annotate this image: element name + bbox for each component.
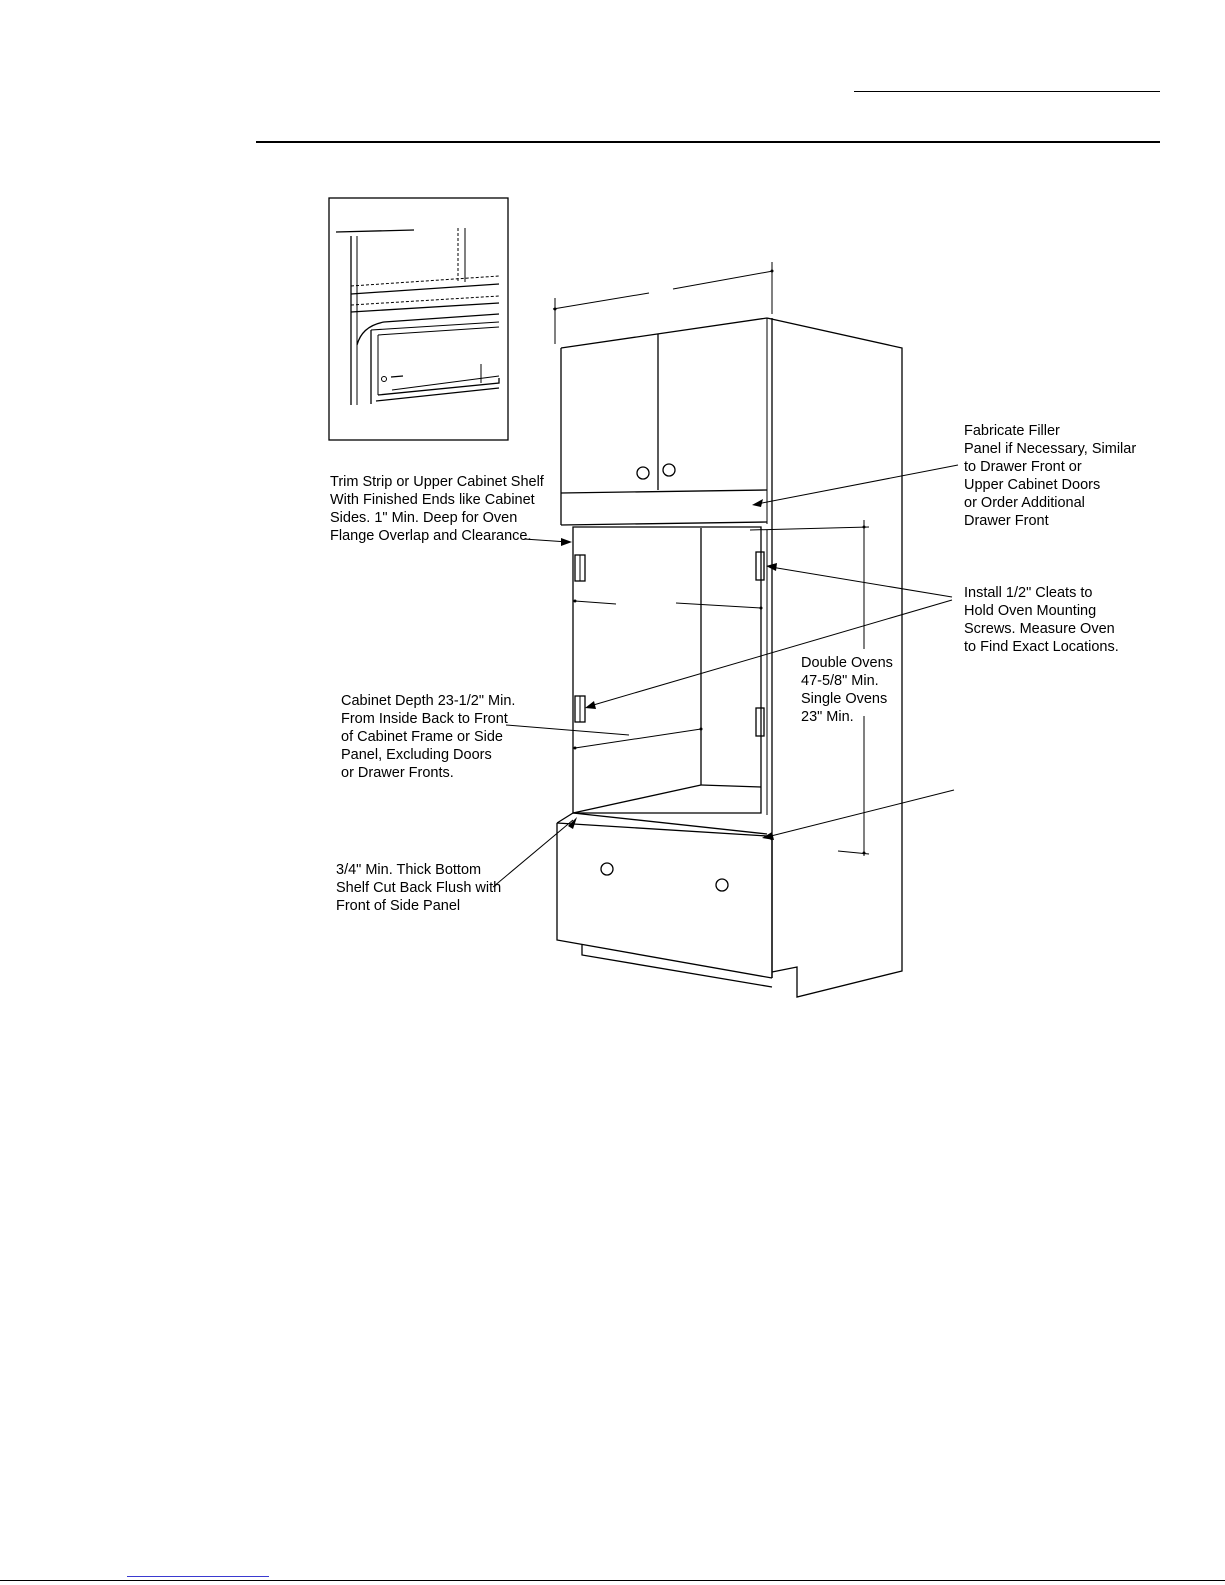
- callout-line: Single Ovens: [801, 691, 888, 707]
- callout-line: 23" Min.: [801, 709, 854, 725]
- callout-line: 3/4" Min. Thick Bottom: [336, 862, 482, 878]
- callout-line: Hold Oven Mounting: [964, 603, 1097, 619]
- callout-line: Double Ovens: [801, 655, 893, 671]
- callout-line: of Cabinet Frame or Side: [341, 729, 503, 745]
- drawer-knob-left: [601, 863, 613, 875]
- footer-rule: [0, 1580, 1225, 1581]
- callout-line: Sides. 1" Min. Deep for Oven: [330, 510, 518, 526]
- callout-line: or Order Additional: [964, 495, 1085, 511]
- callout-line: Panel, Excluding Doors: [341, 747, 492, 763]
- callout-line: Shelf Cut Back Flush with: [336, 880, 502, 896]
- callout-cabinet-depth: [341, 693, 519, 781]
- cleat-rear-upper: [756, 552, 764, 580]
- drawer-knob-right: [716, 879, 728, 891]
- inset-detail: [329, 198, 508, 440]
- callout-line: or Drawer Fronts.: [341, 765, 454, 781]
- callout-line: Front of Side Panel: [336, 898, 461, 914]
- callout-oven-height: [801, 655, 897, 725]
- callout-line: Install 1/2" Cleats to: [964, 585, 1093, 601]
- callout-line: to Find Exact Locations.: [964, 639, 1119, 655]
- callout-bottom-shelf: [336, 862, 505, 914]
- callout-line: Trim Strip or Upper Cabinet Shelf: [330, 474, 544, 490]
- callout-filler-panel: [964, 423, 1140, 529]
- door-knob-right: [663, 464, 675, 476]
- cleat-rear-lower: [756, 708, 764, 736]
- callout-line: Panel if Necessary, Similar: [964, 441, 1137, 457]
- width-dimension: [553, 262, 774, 344]
- callout-line: Cabinet Depth 23-1/2" Min.: [341, 693, 516, 709]
- door-knob-left: [637, 467, 649, 479]
- footer-link-underline: [127, 1576, 269, 1577]
- callout-line: Fabricate Filler: [964, 423, 1060, 439]
- callout-line: Flange Overlap and Clearance.: [330, 528, 532, 544]
- callout-line: From Inside Back to Front: [341, 711, 508, 727]
- callout-line: 47-5/8" Min.: [801, 673, 879, 689]
- callout-line: to Drawer Front or: [964, 459, 1082, 475]
- callout-line: Upper Cabinet Doors: [964, 477, 1101, 493]
- callout-line: Drawer Front: [964, 513, 1049, 529]
- callout-line: Screws. Measure Oven: [964, 621, 1115, 637]
- callout-trim-strip: [330, 474, 548, 544]
- callout-line: With Finished Ends like Cabinet: [330, 492, 535, 508]
- callout-cleats: [964, 585, 1119, 655]
